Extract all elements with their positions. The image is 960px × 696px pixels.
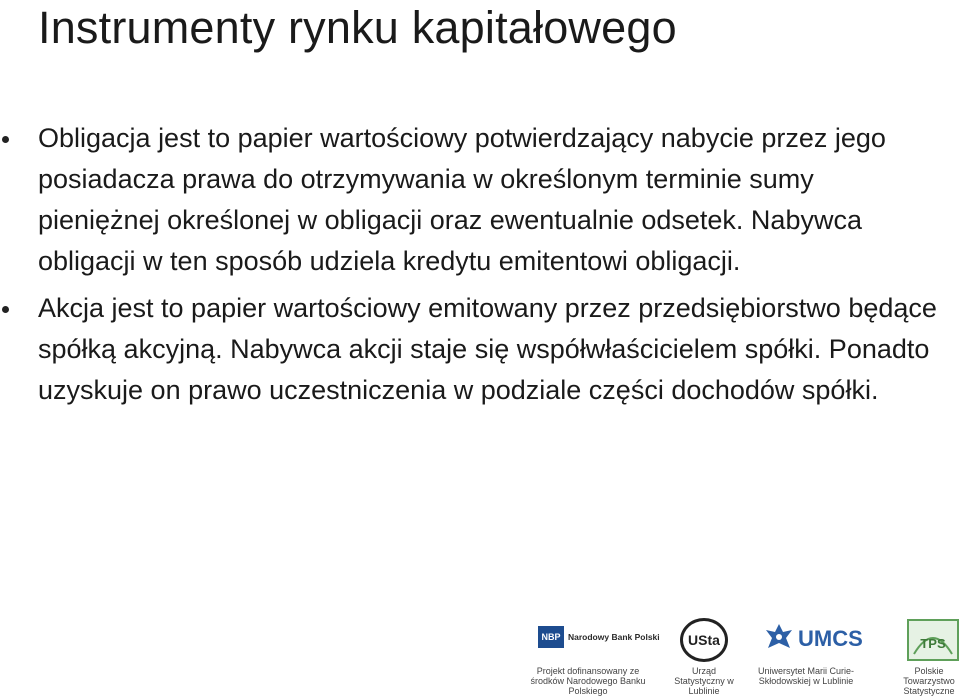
sponsor-logos <box>528 616 960 696</box>
bullet-text: Akcja jest to papier wartościowy emitowany przez przedsiębiorstwo będące spółką akcyjną. Nabywca akcji staje się współwłaścicielem spółki. Ponadto uzyskuje on prawo uczestniczenia w podziale części dochodów spółki. <box>38 293 937 405</box>
bullet-dot-icon <box>2 306 9 313</box>
nbp-caption: Projekt dofinansowany ze środków Narodowego Banku Polskiego <box>530 666 646 696</box>
slide-title: Instrumenty rynku kapitałowego <box>38 2 677 53</box>
tps-caption: Polskie Towarzystwo Statystyczne <box>903 666 955 696</box>
bullet-text: Obligacja jest to papier wartościowy potwierdzający nabycie przez jego posiadacza prawa do otrzymywania w określonym terminie sumy pieniężnej określonej w obligacji oraz ewentualnie odsetek. Nabywca obligacji w ten sposób udziela kredytu emitentowi obligacji. <box>38 123 886 276</box>
ustat-caption: Urząd Statystyczny w Lublinie <box>674 666 734 696</box>
bullet-dot-icon <box>2 136 9 143</box>
umcs-caption: Uniwersytet Marii Curie-Skłodowskiej w Lublinie <box>757 666 855 686</box>
tps-logo-text: TPS <box>920 636 946 651</box>
bullet-item-share <box>0 288 940 411</box>
ustat-emblem-icon: USta <box>680 618 728 662</box>
bullet-list <box>0 118 940 411</box>
tps-emblem-icon <box>906 618 960 662</box>
umcs-eagle-icon <box>764 622 794 656</box>
nbp-name: Narodowy Bank Polski <box>568 632 660 642</box>
bullet-item-bond <box>0 118 940 282</box>
umcs-logo: UMCS <box>798 626 863 651</box>
nbp-logo: NBP <box>538 626 564 648</box>
